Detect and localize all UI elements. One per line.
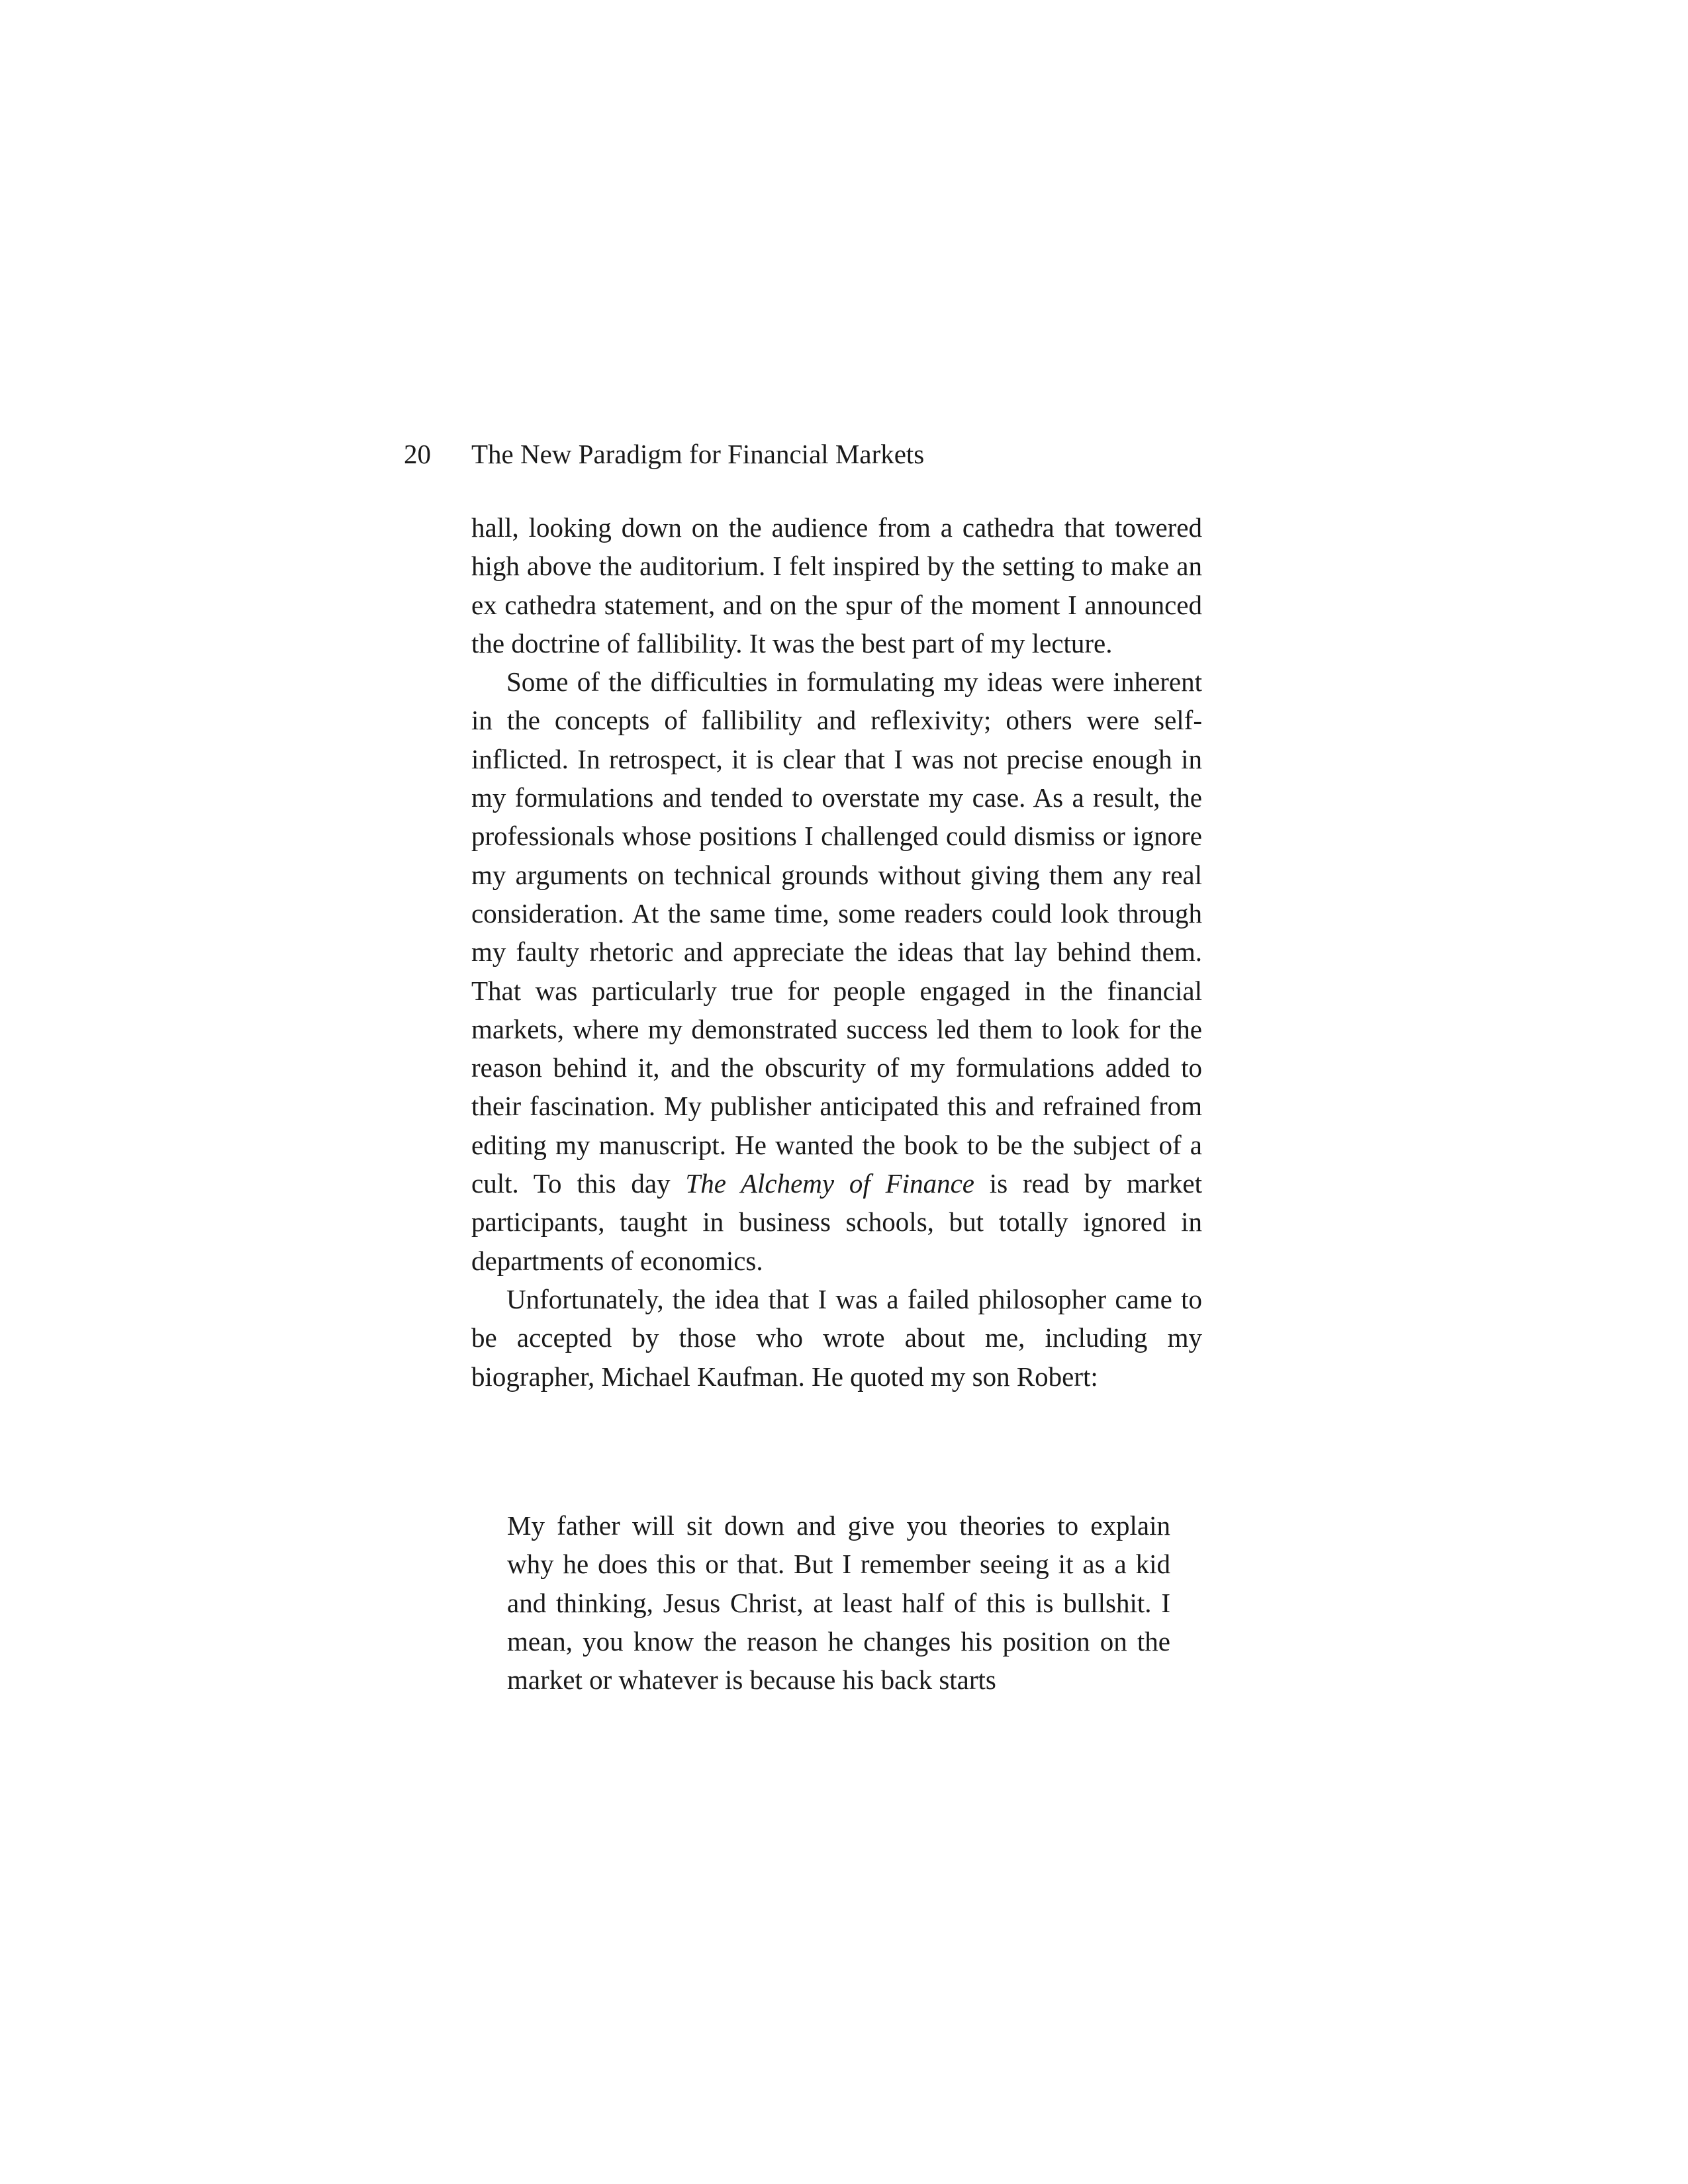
paragraph-failed-philosopher: Unfortunately, the idea that I was a failed philosopher came to be accepted by those who wrote about me, including my biographer, Michael Kaufman. He quoted my son Robert: [471, 1283, 1202, 1392]
paragraph-difficulties [471, 662, 1202, 1280]
block-quote [507, 1506, 1170, 1699]
paragraph-continued: hall, looking down on the audience from a cathedra that towered high above the auditorium. I felt inspired by the setting to make an ex cathedra statement, and on the spur of the moment I announced the doctrine of fallibility. It was the best part of my lecture. [471, 512, 1202, 659]
book-title: The Alchemy of Finance [685, 1168, 974, 1199]
paragraph-text-end: is read by market participants, taught in business schools, but totally ignored in departments of economics. [471, 1168, 1202, 1276]
page-number: 20 [404, 439, 431, 469]
running-title: The New Paradigm for Financial Markets [471, 439, 925, 469]
quote-text: My father will sit down and give you theories to explain why he does this or that. But I remember seeing it as a kid and thinking, Jesus Christ, at least half of this is bullshit. I mean, you know the reason he changes his position on the market or whatever is because his back starts [507, 1510, 1170, 1696]
running-head [404, 434, 1218, 474]
paragraph-text-start: Some of the difficulties in formulating my ideas were inherent in the concepts of fallibility and reflexivity; others were self-inflicted. In retrospect, it is clear that I was not precise enough in my formulations and tended to overstate my case. As a result, the professionals whose positions I challenged could dismiss or ignore my arguments on technical grounds without giving them any real consideration. At the same time, some readers could look through my faulty rhetoric and appreciate the ideas that lay behind them. That was particularly true for people engaged in the financial markets, where my demonstrated success led them to look for the reason behind it, and the obscurity of my formulations added to their fascination. My publisher anticipated this and refrained from editing my manuscript. He wanted the book to be the subject of a cult. To this day [471, 666, 1202, 1199]
body-text [471, 508, 1202, 1396]
